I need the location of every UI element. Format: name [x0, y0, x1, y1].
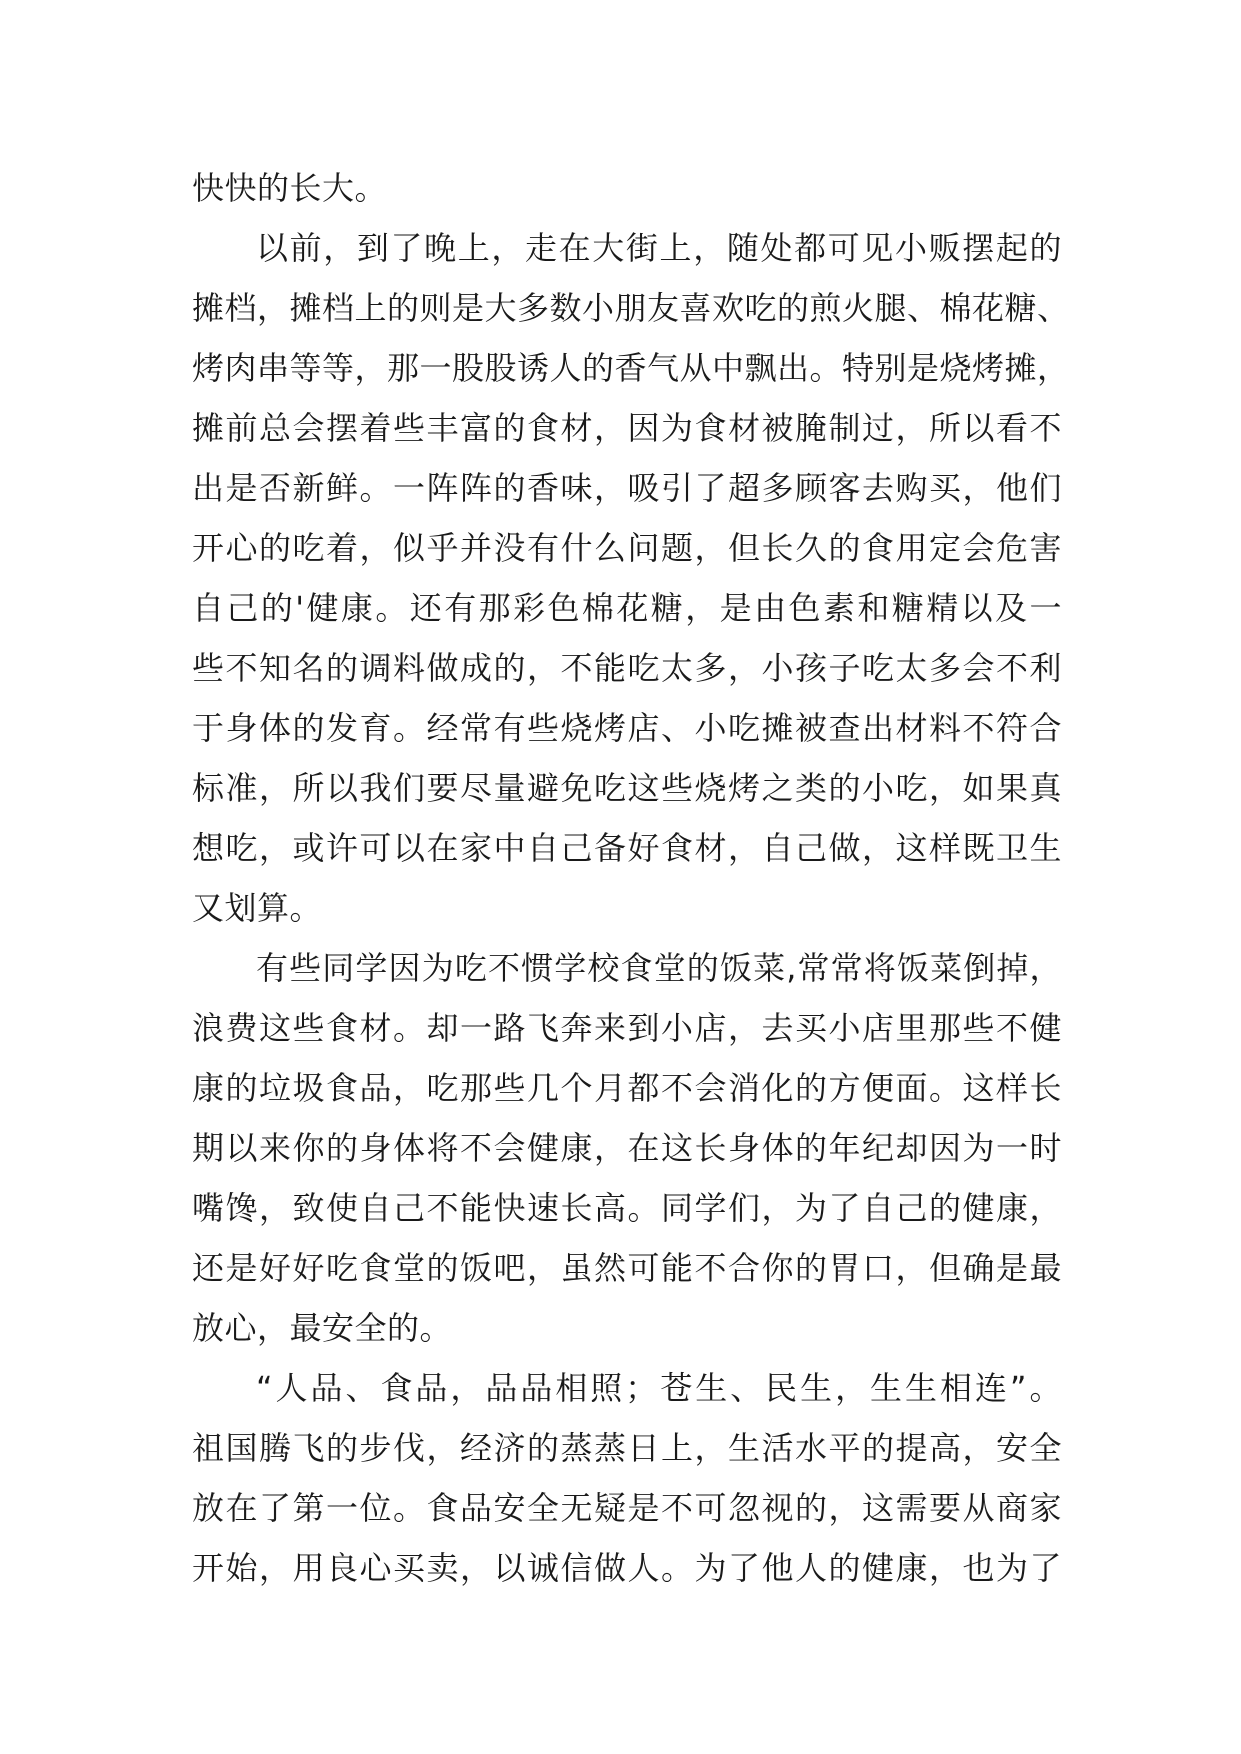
- text-line: 标准，所以我们要尽量避免吃这些烧烤之类的小吃，如果真: [192, 769, 1062, 807]
- text-line: 出是否新鲜。一阵阵的香味，吸引了超多顾客去购买，他们: [192, 469, 1062, 507]
- text-line: 放在了第一位。食品安全无疑是不可忽视的，这需要从商家: [192, 1489, 1062, 1527]
- text-line: 康的垃圾食品，吃那些几个月都不会消化的方便面。这样长: [192, 1069, 1062, 1107]
- text-line: 摊档，摊档上的则是大多数小朋友喜欢吃的煎火腿、棉花糖、: [192, 289, 1070, 327]
- text-line: 些不知名的调料做成的，不能吃太多，小孩子吃太多会不利: [192, 649, 1062, 687]
- text-line: 还是好好吃食堂的饭吧，虽然可能不合你的胃口，但确是最: [192, 1249, 1062, 1287]
- text-line: 开心的吃着，似乎并没有什么问题，但长久的食用定会危害: [192, 529, 1062, 567]
- text-line: 自己的'健康。还有那彩色棉花糖，是由色素和糖精以及一: [192, 589, 1062, 627]
- text-line: 期以来你的身体将不会健康，在这长身体的年纪却因为一时: [192, 1129, 1062, 1167]
- text-line: 嘴馋，致使自己不能快速长高。同学们，为了自己的健康，: [192, 1189, 1062, 1227]
- text-line: “人品、食品，品品相照；苍生、民生，生生相连”。: [256, 1369, 1062, 1407]
- body-text: [192, 158, 1070, 1598]
- text-line: 快快的长大。: [192, 169, 388, 207]
- text-line: 烤肉串等等，那一股股诱人的香气从中飘出。特别是烧烤摊，: [192, 349, 1070, 387]
- text-line: 祖国腾飞的步伐，经济的蒸蒸日上，生活水平的提高，安全: [192, 1429, 1062, 1467]
- text-line: 放心，最安全的。: [192, 1309, 453, 1347]
- text-line: 有些同学因为吃不惯学校食堂的饭菜,常常将饭菜倒掉，: [256, 949, 1062, 987]
- text-line: 浪费这些食材。却一路飞奔来到小店，去买小店里那些不健: [192, 1009, 1062, 1047]
- text-line: 想吃，或许可以在家中自己备好食材，自己做，这样既卫生: [192, 829, 1062, 867]
- text-line: 开始，用良心买卖，以诚信做人。为了他人的健康，也为了: [192, 1549, 1062, 1587]
- text-line: 又划算。: [192, 889, 323, 927]
- text-line: 于身体的发育。经常有些烧烤店、小吃摊被查出材料不符合: [192, 709, 1062, 747]
- text-line: 摊前总会摆着些丰富的食材，因为食材被腌制过，所以看不: [192, 409, 1062, 447]
- text-line: 以前，到了晚上，走在大街上，随处都可见小贩摆起的: [256, 229, 1062, 267]
